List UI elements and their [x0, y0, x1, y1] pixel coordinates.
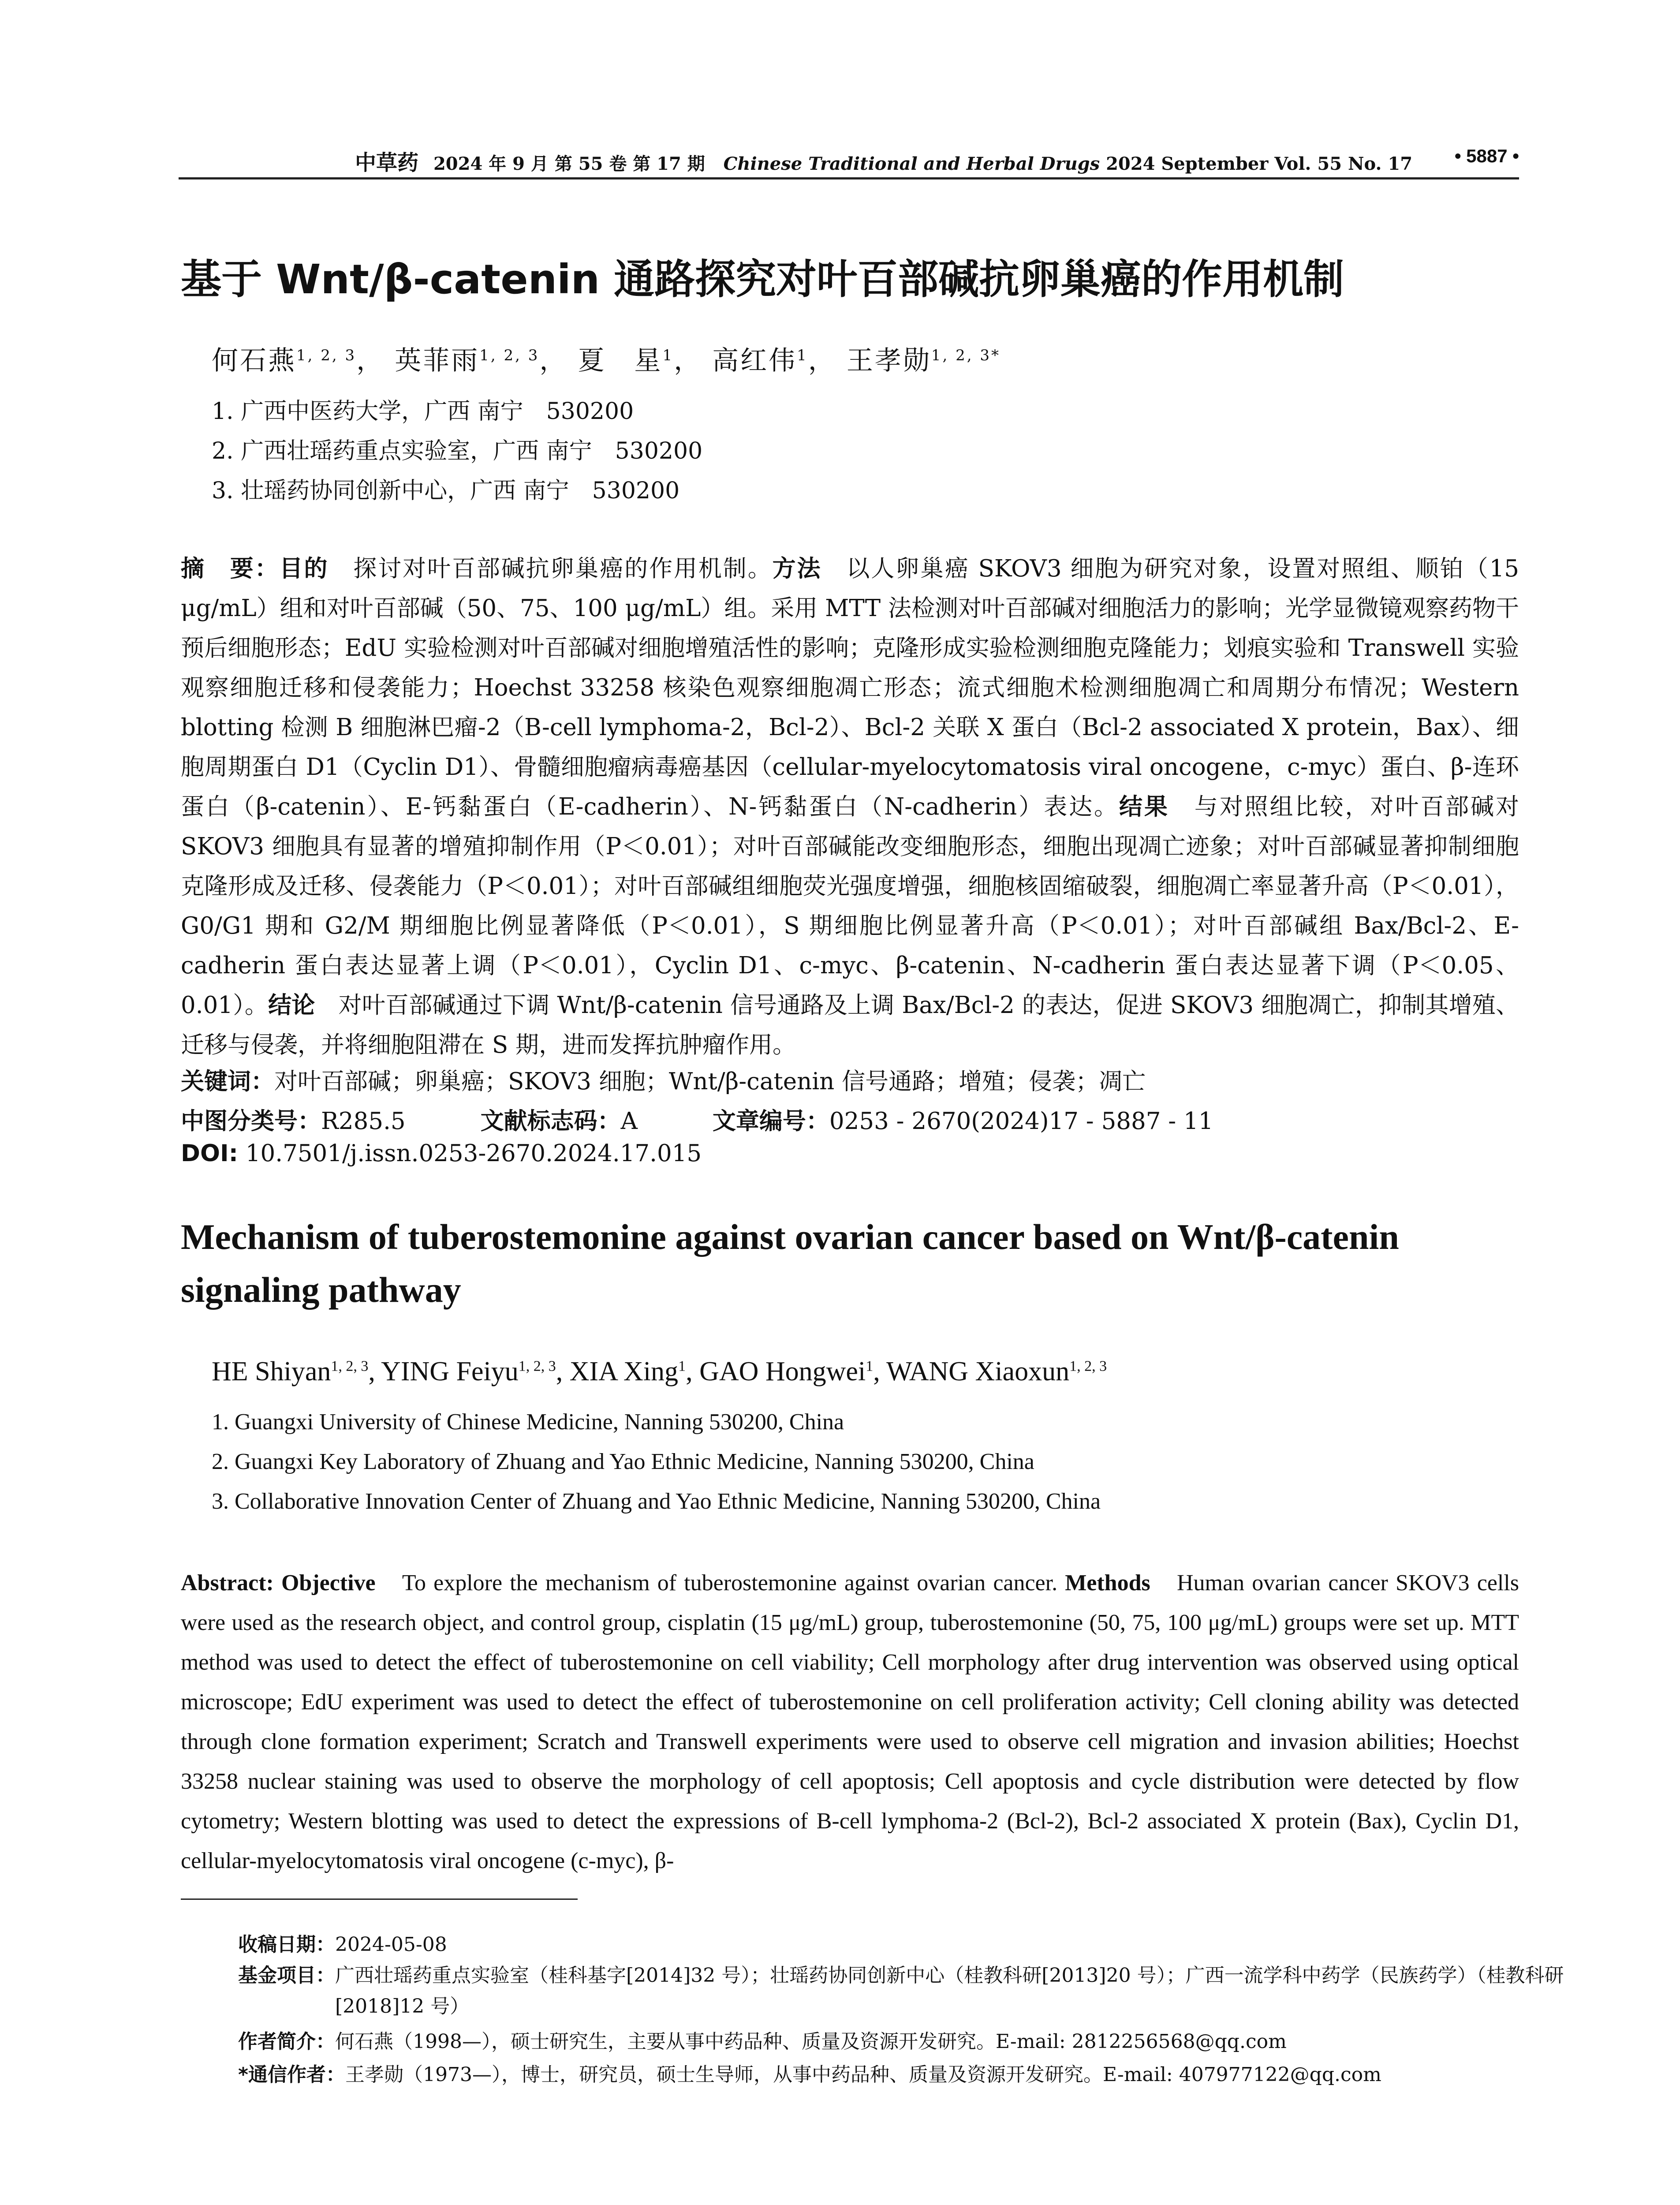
author-zh-1: 何石燕 — [212, 345, 296, 376]
footnote-text: 广西壮瑶药重点实验室（桂科基字[2014]32 号）；壮瑶药协同创新中心（桂教科研[2013]20 号）；广西一流学科中药学（民族药学）（桂教科研[2018]12 号） — [335, 1964, 1564, 2018]
affiliation-en-1: 1. Guangxi University of Chinese Medicine, Nanning 530200, China — [212, 1409, 844, 1435]
author-en-2-sup: 1, 2, 3 — [518, 1358, 556, 1375]
author-sep: ， — [356, 345, 385, 376]
header-journal-info — [355, 146, 1412, 176]
methods-label: 方法 — [772, 555, 822, 582]
author-zh-3: 夏 星 — [578, 345, 663, 376]
classification-line — [181, 1102, 1213, 1136]
affiliation-zh-3: 3. 壮瑶药协同创新中心，广西 南宁 530200 — [212, 478, 680, 504]
footnote-rule — [181, 1899, 578, 1900]
footnote-received — [238, 1929, 1519, 1960]
author-en-4-sup: 1 — [866, 1358, 874, 1375]
author-zh-5-sup: 1, 2, 3* — [931, 347, 1001, 364]
running-header — [179, 146, 1519, 176]
article-number-label: 文章编号： — [712, 1108, 829, 1135]
author-zh-2-sup: 1, 2, 3 — [479, 347, 540, 364]
doc-code-value: A — [620, 1108, 638, 1135]
affiliation-zh-1: 1. 广西中医药大学，广西 南宁 530200 — [212, 398, 634, 425]
author-en-2: YING Feiyu — [381, 1357, 519, 1387]
title-en: Mechanism of tuberostemonine against ovarian cancer based on Wnt/β-catenin signaling pathway — [181, 1217, 1399, 1310]
methods-en-label: Methods — [1065, 1570, 1150, 1596]
footnote-text: 何石燕（1998—），硕士研究生，主要从事中药品种、质量及资源开发研究。E-mail: 2812256568@qq.com — [335, 2030, 1287, 2053]
doi-value: 10.7501/j.issn.0253-2670.2024.17.015 — [238, 1140, 702, 1167]
author-zh-5: 王孝勋 — [846, 345, 931, 376]
results-label: 结果 — [1119, 793, 1169, 820]
author-sep: ， — [539, 345, 568, 376]
conclusion-label: 结论 — [268, 992, 315, 1019]
article-number-value: 0253 - 2670(2024)17 - 5887 - 11 — [829, 1108, 1213, 1135]
author-zh-4: 高红伟 — [712, 345, 797, 376]
header-issue-en: 2024 September Vol. 55 No. 17 — [1106, 153, 1413, 174]
objective-label: 目的 — [279, 555, 329, 582]
author-zh-1-sup: 1, 2, 3 — [296, 347, 357, 364]
author-en-1: HE Shiyan — [212, 1357, 331, 1387]
authors-zh — [212, 340, 1001, 377]
affiliation-en-2: 2. Guangxi Key Laboratory of Zhuang and Yao Ethnic Medicine, Nanning 530200, China — [212, 1449, 1034, 1474]
footnote-label: 基金项目： — [238, 1964, 335, 1987]
author-en-1-sup: 1, 2, 3 — [331, 1358, 369, 1375]
footnote-label: 作者简介： — [238, 2030, 335, 2053]
author-sep: , — [368, 1357, 381, 1387]
keywords-label: 关键词： — [181, 1068, 274, 1095]
author-en-3: XIA Xing — [569, 1357, 679, 1387]
footnote-corresponding — [238, 2059, 1519, 2090]
affiliation-en-3: 3. Collaborative Innovation Center of Zhuang and Yao Ethnic Medicine, Nanning 530200, China — [212, 1489, 1101, 1514]
author-zh-4-sup: 1 — [797, 347, 808, 364]
doc-code-label: 文献标志码： — [480, 1108, 621, 1135]
footnote-funding — [238, 1960, 1616, 2022]
author-en-5-sup: 1, 2, 3 — [1069, 1358, 1107, 1375]
abstract-zh — [181, 549, 1519, 1065]
author-zh-2: 英菲雨 — [395, 345, 480, 376]
footnote-text: 2024-05-08 — [335, 1933, 447, 1956]
page-number: • 5887 • — [1454, 146, 1519, 166]
author-sep: , — [686, 1357, 700, 1387]
abstract-en-label: Abstract: — [181, 1570, 281, 1596]
author-en-5: WANG Xiaoxun — [886, 1357, 1070, 1387]
header-rule — [179, 177, 1519, 179]
conclusion-text: 对叶百部碱通过下调 Wnt/β-catenin 信号通路及上调 Bax/Bcl-2 的表达，促进 SKOV3 细胞凋亡，抑制其增殖、迁移与侵袭，并将细胞阻滞在 S 期，进而发挥抗肿瘤作用。 — [181, 992, 1519, 1058]
author-sep: , — [873, 1357, 887, 1387]
clc-value: R285.5 — [321, 1108, 406, 1135]
header-journal-en: Chinese Traditional and Herbal Drugs — [723, 153, 1100, 174]
abstract-zh-label: 摘 要： — [181, 555, 280, 582]
objective-text: 探讨对叶百部碱抗卵巢癌的作用机制。 — [329, 555, 773, 582]
title-zh: 基于 Wnt/β-catenin 通路探究对叶百部碱抗卵巢癌的作用机制 — [181, 256, 1344, 303]
author-sep: ， — [808, 345, 836, 376]
author-sep: ， — [674, 345, 702, 376]
footnote-label: *通信作者： — [238, 2063, 346, 2086]
clc-label: 中图分类号： — [181, 1108, 321, 1135]
doi-line — [181, 1140, 702, 1167]
footnote-text: 王孝勋（1973—），博士，研究员，硕士生导师，从事中药品种、质量及资源开发研究。E-mail: 407977122@qq.com — [345, 2063, 1381, 2086]
results-text: 与对照组比较，对叶百部碱对 SKOV3 细胞具有显著的增殖抑制作用（P＜0.01）；对叶百部碱能改变细胞形态，细胞出现凋亡迹象；对叶百部碱显著抑制细胞克隆形成及迁移、侵袭能力（P＜0.01）；对叶百部碱组细胞荧光强度增强，细胞核固缩破裂，细胞凋亡率显著升高（P＜0.01），G0/G1 期和 G2/M 期细胞比例显著降低（P＜0.01），S 期细胞比例显著升高（P＜0.01）；对叶百部碱组 Bax/Bcl-2、E-cadherin 蛋白表达显著上调（P＜0.01），Cyclin D1、c-myc、β-catenin、N-cadherin 蛋白表达显著下调（P＜0.05、0.01）。 — [181, 793, 1519, 1019]
objective-en-text: To explore the mechanism of tuberostemonine against ovarian cancer. — [375, 1570, 1065, 1596]
affiliation-zh-2: 2. 广西壮瑶药重点实验室，广西 南宁 530200 — [212, 438, 703, 464]
author-zh-3-sup: 1 — [662, 347, 674, 364]
author-sep: , — [556, 1357, 570, 1387]
footnote-label: 收稿日期： — [238, 1933, 335, 1956]
author-en-3-sup: 1 — [678, 1358, 686, 1375]
objective-en-label: Objective — [281, 1570, 376, 1596]
author-en-4: GAO Hongwei — [699, 1357, 866, 1387]
abstract-en — [181, 1563, 1519, 1881]
header-issue-cn: 2024 年 9 月 第 55 卷 第 17 期 — [433, 153, 705, 174]
footnote-author-bio — [238, 2026, 1519, 2057]
journal-logo-cn: 中草药 — [355, 150, 419, 175]
keywords-text: 对叶百部碱；卵巢癌；SKOV3 细胞；Wnt/β-catenin 信号通路；增殖；侵袭；凋亡 — [274, 1068, 1146, 1095]
methods-en-text: Human ovarian cancer SKOV3 cells were used as the research object, and control group, cisplatin (15 μg/mL) group, tuberostemonine (50, 75, 100 μg/mL) groups were set up. MTT method was used to detect the effect of tuberostemonine on cell viability; Cell morphology after drug intervention was observed using optical microscope; EdU experiment was used to detect the effect of tuberostemonine on cell proliferation activity; Cell cloning ability was detected through clone formation experiment; Scratch and Transwell experiments were used to observe cell migration and invasion abilities; Hoechst 33258 nuclear staining was used to observe the morphology of cell apoptosis; Cell apoptosis and cycle distribution were detected by flow cytometry; Western blotting was used to detect the expressions of B-cell lymphoma-2 (Bcl-2), Bcl-2 associated X protein (Bax), Cyclin D1, cellular-myelocytomatosis viral oncogene (c-myc), β- — [181, 1570, 1519, 1873]
authors-en — [212, 1356, 1107, 1387]
methods-text: 以人卵巢癌 SKOV3 细胞为研究对象，设置对照组、顺铂（15 μg/mL）组和对叶百部碱（50、75、100 μg/mL）组。采用 MTT 法检测对叶百部碱对细胞活力的影响；光学显微镜观察药物干预后细胞形态；EdU 实验检测对叶百部碱对细胞增殖活性的影响；克隆形成实验检测细胞克隆能力；划痕实验和 Transwell 实验观察细胞迁移和侵袭能力；Hoechst 33258 核染色观察细胞凋亡形态；流式细胞术检测细胞凋亡和周期分布情况；Western blotting 检测 B 细胞淋巴瘤-2（B-cell lymphoma-2，Bcl-2）、Bcl-2 关联 X 蛋白（Bcl-2 associated X protein，Bax）、细胞周期蛋白 D1（Cyclin D1）、骨髓细胞瘤病毒癌基因（cellular-myelocytomatosis viral oncogene，c-myc）蛋白、β-连环蛋白（β-catenin）、E-钙黏蛋白（E-cadherin）、N-钙黏蛋白（N-cadherin）表达。 — [181, 555, 1519, 820]
doi-label: DOI: — [181, 1140, 238, 1167]
keywords-zh — [181, 1063, 1146, 1096]
